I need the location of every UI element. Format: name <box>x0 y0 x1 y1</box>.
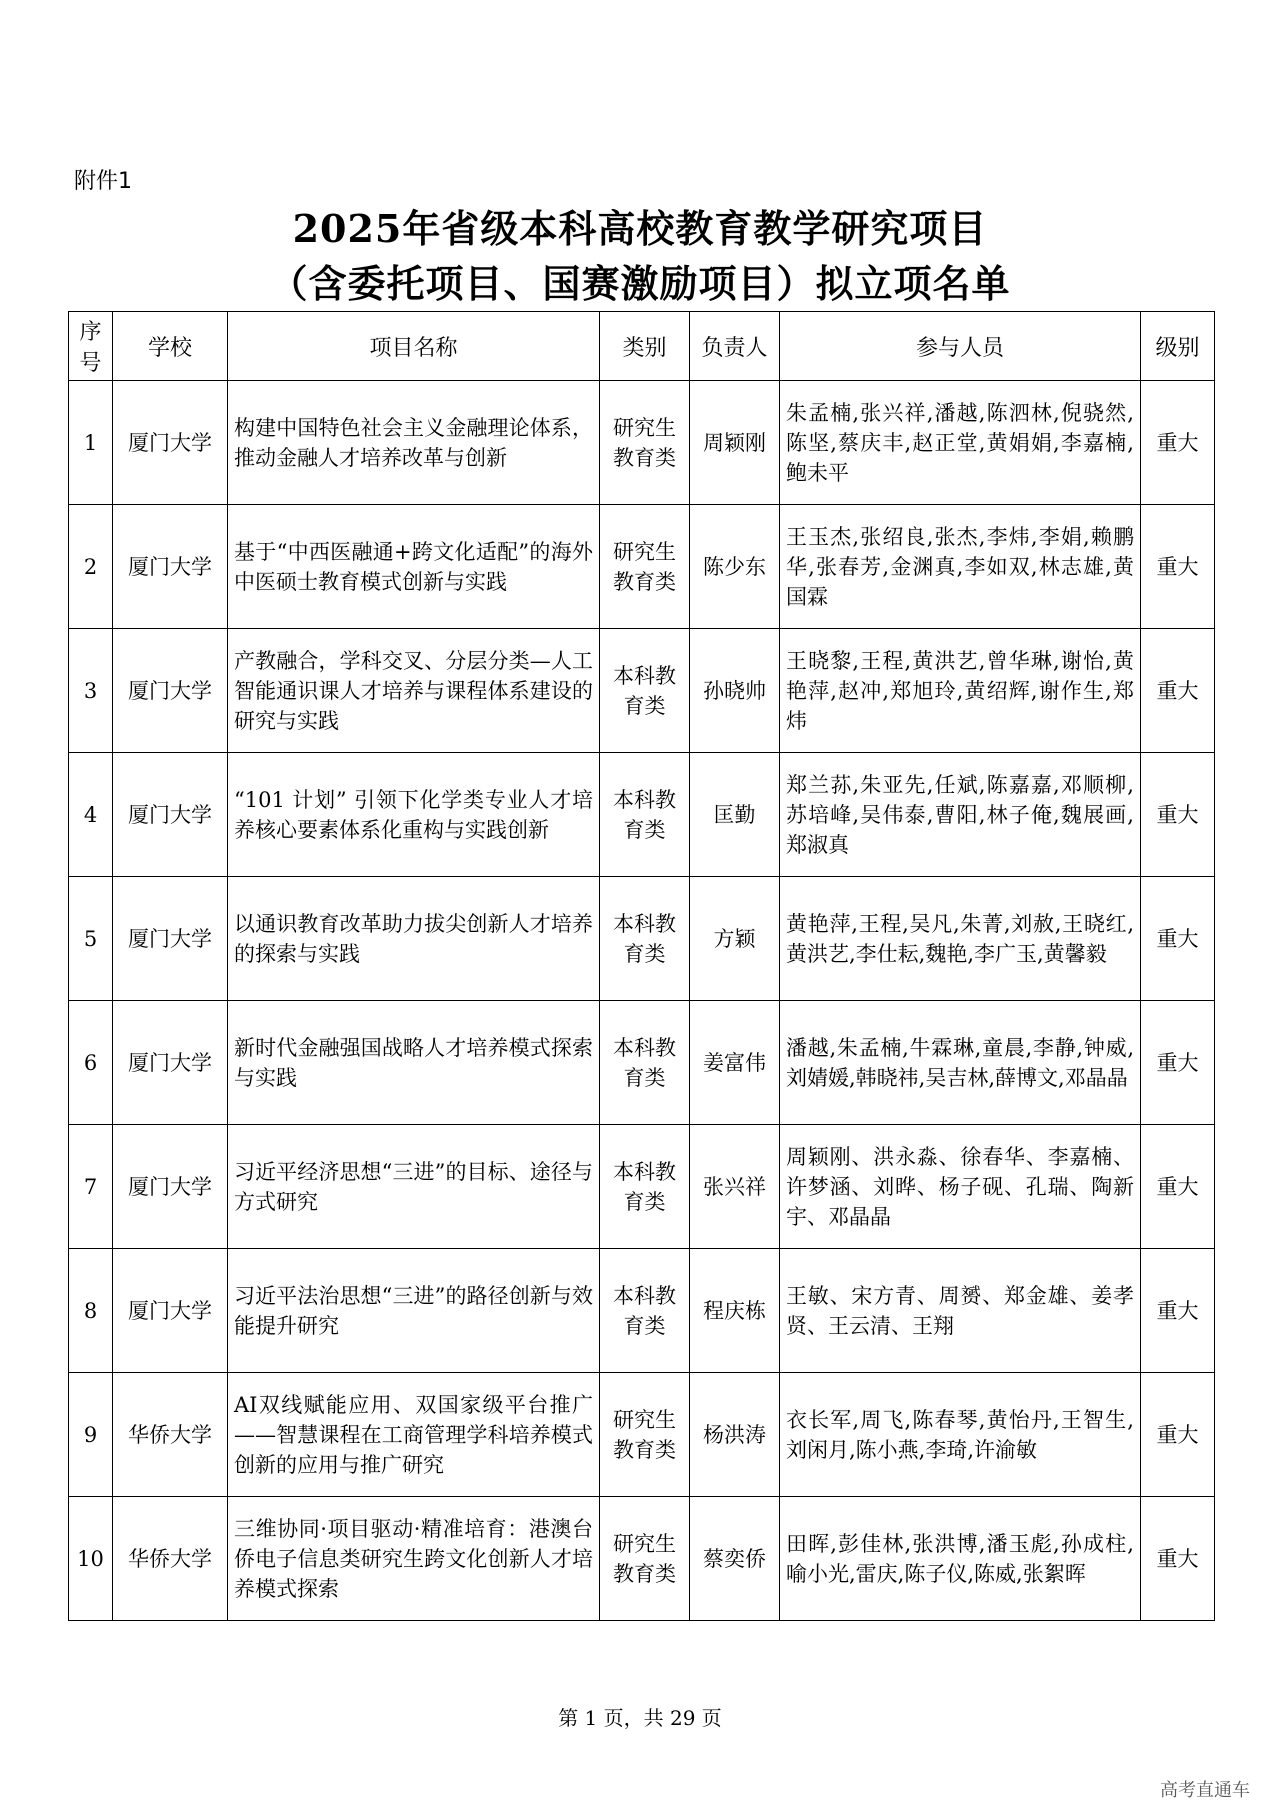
row-level: 重大 <box>1141 753 1215 877</box>
row-level: 重大 <box>1141 1001 1215 1125</box>
row-project-name: 构建中国特色社会主义金融理论体系，推动金融人才培养改革与创新 <box>228 381 600 505</box>
header-index: 序号 <box>69 312 113 381</box>
row-category: 研究生教育类 <box>600 1497 690 1621</box>
row-members: 王玉杰,张绍良,张杰,李炜,李娟,赖鹏华,张春芳,金渊真,李如双,林志雄,黄国霖 <box>780 505 1141 629</box>
row-project-name: 习近平经济思想“三进”的目标、途径与方式研究 <box>228 1125 600 1249</box>
row-project-name: AI双线赋能应用、双国家级平台推广——智慧课程在工商管理学科培养模式创新的应用与推广研究 <box>228 1373 600 1497</box>
header-project: 项目名称 <box>228 312 600 381</box>
row-leader: 杨洪涛 <box>690 1373 780 1497</box>
table-row <box>69 381 1215 505</box>
document-title-line1: 2025年省级本科高校教育教学研究项目 <box>292 206 988 251</box>
attachment-label: 附件1 <box>74 169 132 194</box>
row-index: 9 <box>69 1373 113 1497</box>
row-project-name: 习近平法治思想“三进”的路径创新与效能提升研究 <box>228 1249 600 1373</box>
row-category: 本科教育类 <box>600 629 690 753</box>
row-project-name: 基于“中西医融通+跨文化适配”的海外中医硕士教育模式创新与实践 <box>228 505 600 629</box>
row-level: 重大 <box>1141 1249 1215 1373</box>
table-header-row <box>69 312 1215 381</box>
row-category: 研究生教育类 <box>600 381 690 505</box>
row-project-name: 以通识教育改革助力拔尖创新人才培养的探索与实践 <box>228 877 600 1001</box>
header-category: 类别 <box>600 312 690 381</box>
table-row <box>69 505 1215 629</box>
row-members: 衣长军,周飞,陈春琴,黄怡丹,王智生,刘闲月,陈小燕,李琦,许渝敏 <box>780 1373 1141 1497</box>
table-row <box>69 1497 1215 1621</box>
row-level: 重大 <box>1141 1373 1215 1497</box>
table-row <box>69 1125 1215 1249</box>
row-school: 厦门大学 <box>113 505 228 629</box>
project-list-table <box>68 311 1215 1621</box>
row-school: 厦门大学 <box>113 1249 228 1373</box>
row-index: 5 <box>69 877 113 1001</box>
row-category: 研究生教育类 <box>600 505 690 629</box>
row-leader: 姜富伟 <box>690 1001 780 1125</box>
row-members: 王晓黎,王程,黄洪艺,曾华琳,谢怡,黄艳萍,赵冲,郑旭玲,黄绍辉,谢作生,郑炜 <box>780 629 1141 753</box>
row-index: 8 <box>69 1249 113 1373</box>
row-members: 周颖刚、洪永淼、徐春华、李嘉楠、许梦涵、刘晔、杨子砚、孔瑞、陶新宇、邓晶晶 <box>780 1125 1141 1249</box>
document-title-line2: （含委托项目、国赛激励项目）拟立项名单 <box>269 261 1011 306</box>
row-school: 厦门大学 <box>113 629 228 753</box>
row-index: 7 <box>69 1125 113 1249</box>
row-leader: 张兴祥 <box>690 1125 780 1249</box>
row-school: 华侨大学 <box>113 1373 228 1497</box>
table-row <box>69 1373 1215 1497</box>
row-school: 厦门大学 <box>113 1125 228 1249</box>
row-project-name: 产教融合，学科交叉、分层分类—人工智能通识课人才培养与课程体系建设的研究与实践 <box>228 629 600 753</box>
row-members: 王敏、宋方青、周赟、郑金雄、姜孝贤、王云清、王翔 <box>780 1249 1141 1373</box>
header-leader: 负责人 <box>690 312 780 381</box>
row-category: 本科教育类 <box>600 877 690 1001</box>
row-leader: 方颖 <box>690 877 780 1001</box>
table-row <box>69 1249 1215 1373</box>
row-leader: 蔡奕侨 <box>690 1497 780 1621</box>
row-project-name: 新时代金融强国战略人才培养模式探索与实践 <box>228 1001 600 1125</box>
row-project-name: 三维协同·项目驱动·精准培育：港澳台侨电子信息类研究生跨文化创新人才培养模式探索 <box>228 1497 600 1621</box>
row-members: 朱孟楠,张兴祥,潘越,陈泗林,倪骁然,陈坚,蔡庆丰,赵正堂,黄娟娟,李嘉楠,鲍未平 <box>780 381 1141 505</box>
table-body <box>69 381 1215 1621</box>
row-category: 研究生教育类 <box>600 1373 690 1497</box>
row-members: 黄艳萍,王程,吴凡,朱菁,刘赦,王晓红,黄洪艺,李仕耘,魏艳,李广玉,黄馨毅 <box>780 877 1141 1001</box>
row-category: 本科教育类 <box>600 753 690 877</box>
row-leader: 匡勤 <box>690 753 780 877</box>
row-leader: 孙晓帅 <box>690 629 780 753</box>
table-row <box>69 877 1215 1001</box>
row-school: 华侨大学 <box>113 1497 228 1621</box>
row-category: 本科教育类 <box>600 1001 690 1125</box>
page-footer: 第 1 页，共 29 页 <box>558 1706 722 1730</box>
row-level: 重大 <box>1141 877 1215 1001</box>
row-category: 本科教育类 <box>600 1249 690 1373</box>
table-row <box>69 1001 1215 1125</box>
row-index: 3 <box>69 629 113 753</box>
header-level: 级别 <box>1141 312 1215 381</box>
row-index: 2 <box>69 505 113 629</box>
row-level: 重大 <box>1141 505 1215 629</box>
row-school: 厦门大学 <box>113 877 228 1001</box>
header-members: 参与人员 <box>780 312 1141 381</box>
row-index: 10 <box>69 1497 113 1621</box>
header-school: 学校 <box>113 312 228 381</box>
row-leader: 程庆栋 <box>690 1249 780 1373</box>
row-leader: 陈少东 <box>690 505 780 629</box>
table-row <box>69 629 1215 753</box>
row-level: 重大 <box>1141 1497 1215 1621</box>
row-level: 重大 <box>1141 381 1215 505</box>
row-school: 厦门大学 <box>113 1001 228 1125</box>
row-index: 6 <box>69 1001 113 1125</box>
watermark: 高考直通车 <box>1160 1780 1250 1801</box>
row-index: 1 <box>69 381 113 505</box>
table-row <box>69 753 1215 877</box>
row-level: 重大 <box>1141 629 1215 753</box>
row-members: 郑兰荪,朱亚先,任斌,陈嘉嘉,邓顺柳,苏培峰,吴伟泰,曹阳,林子俺,魏展画,郑淑真 <box>780 753 1141 877</box>
row-members: 田晖,彭佳林,张洪博,潘玉彪,孙成柱,喻小光,雷庆,陈子仪,陈威,张絮晖 <box>780 1497 1141 1621</box>
row-category: 本科教育类 <box>600 1125 690 1249</box>
row-index: 4 <box>69 753 113 877</box>
row-project-name: “101 计划” 引领下化学类专业人才培养核心要素体系化重构与实践创新 <box>228 753 600 877</box>
row-leader: 周颖刚 <box>690 381 780 505</box>
row-school: 厦门大学 <box>113 753 228 877</box>
row-members: 潘越,朱孟楠,牛霖琳,童晨,李静,钟威,刘婧媛,韩晓祎,吴吉林,薛博文,邓晶晶 <box>780 1001 1141 1125</box>
row-school: 厦门大学 <box>113 381 228 505</box>
row-level: 重大 <box>1141 1125 1215 1249</box>
